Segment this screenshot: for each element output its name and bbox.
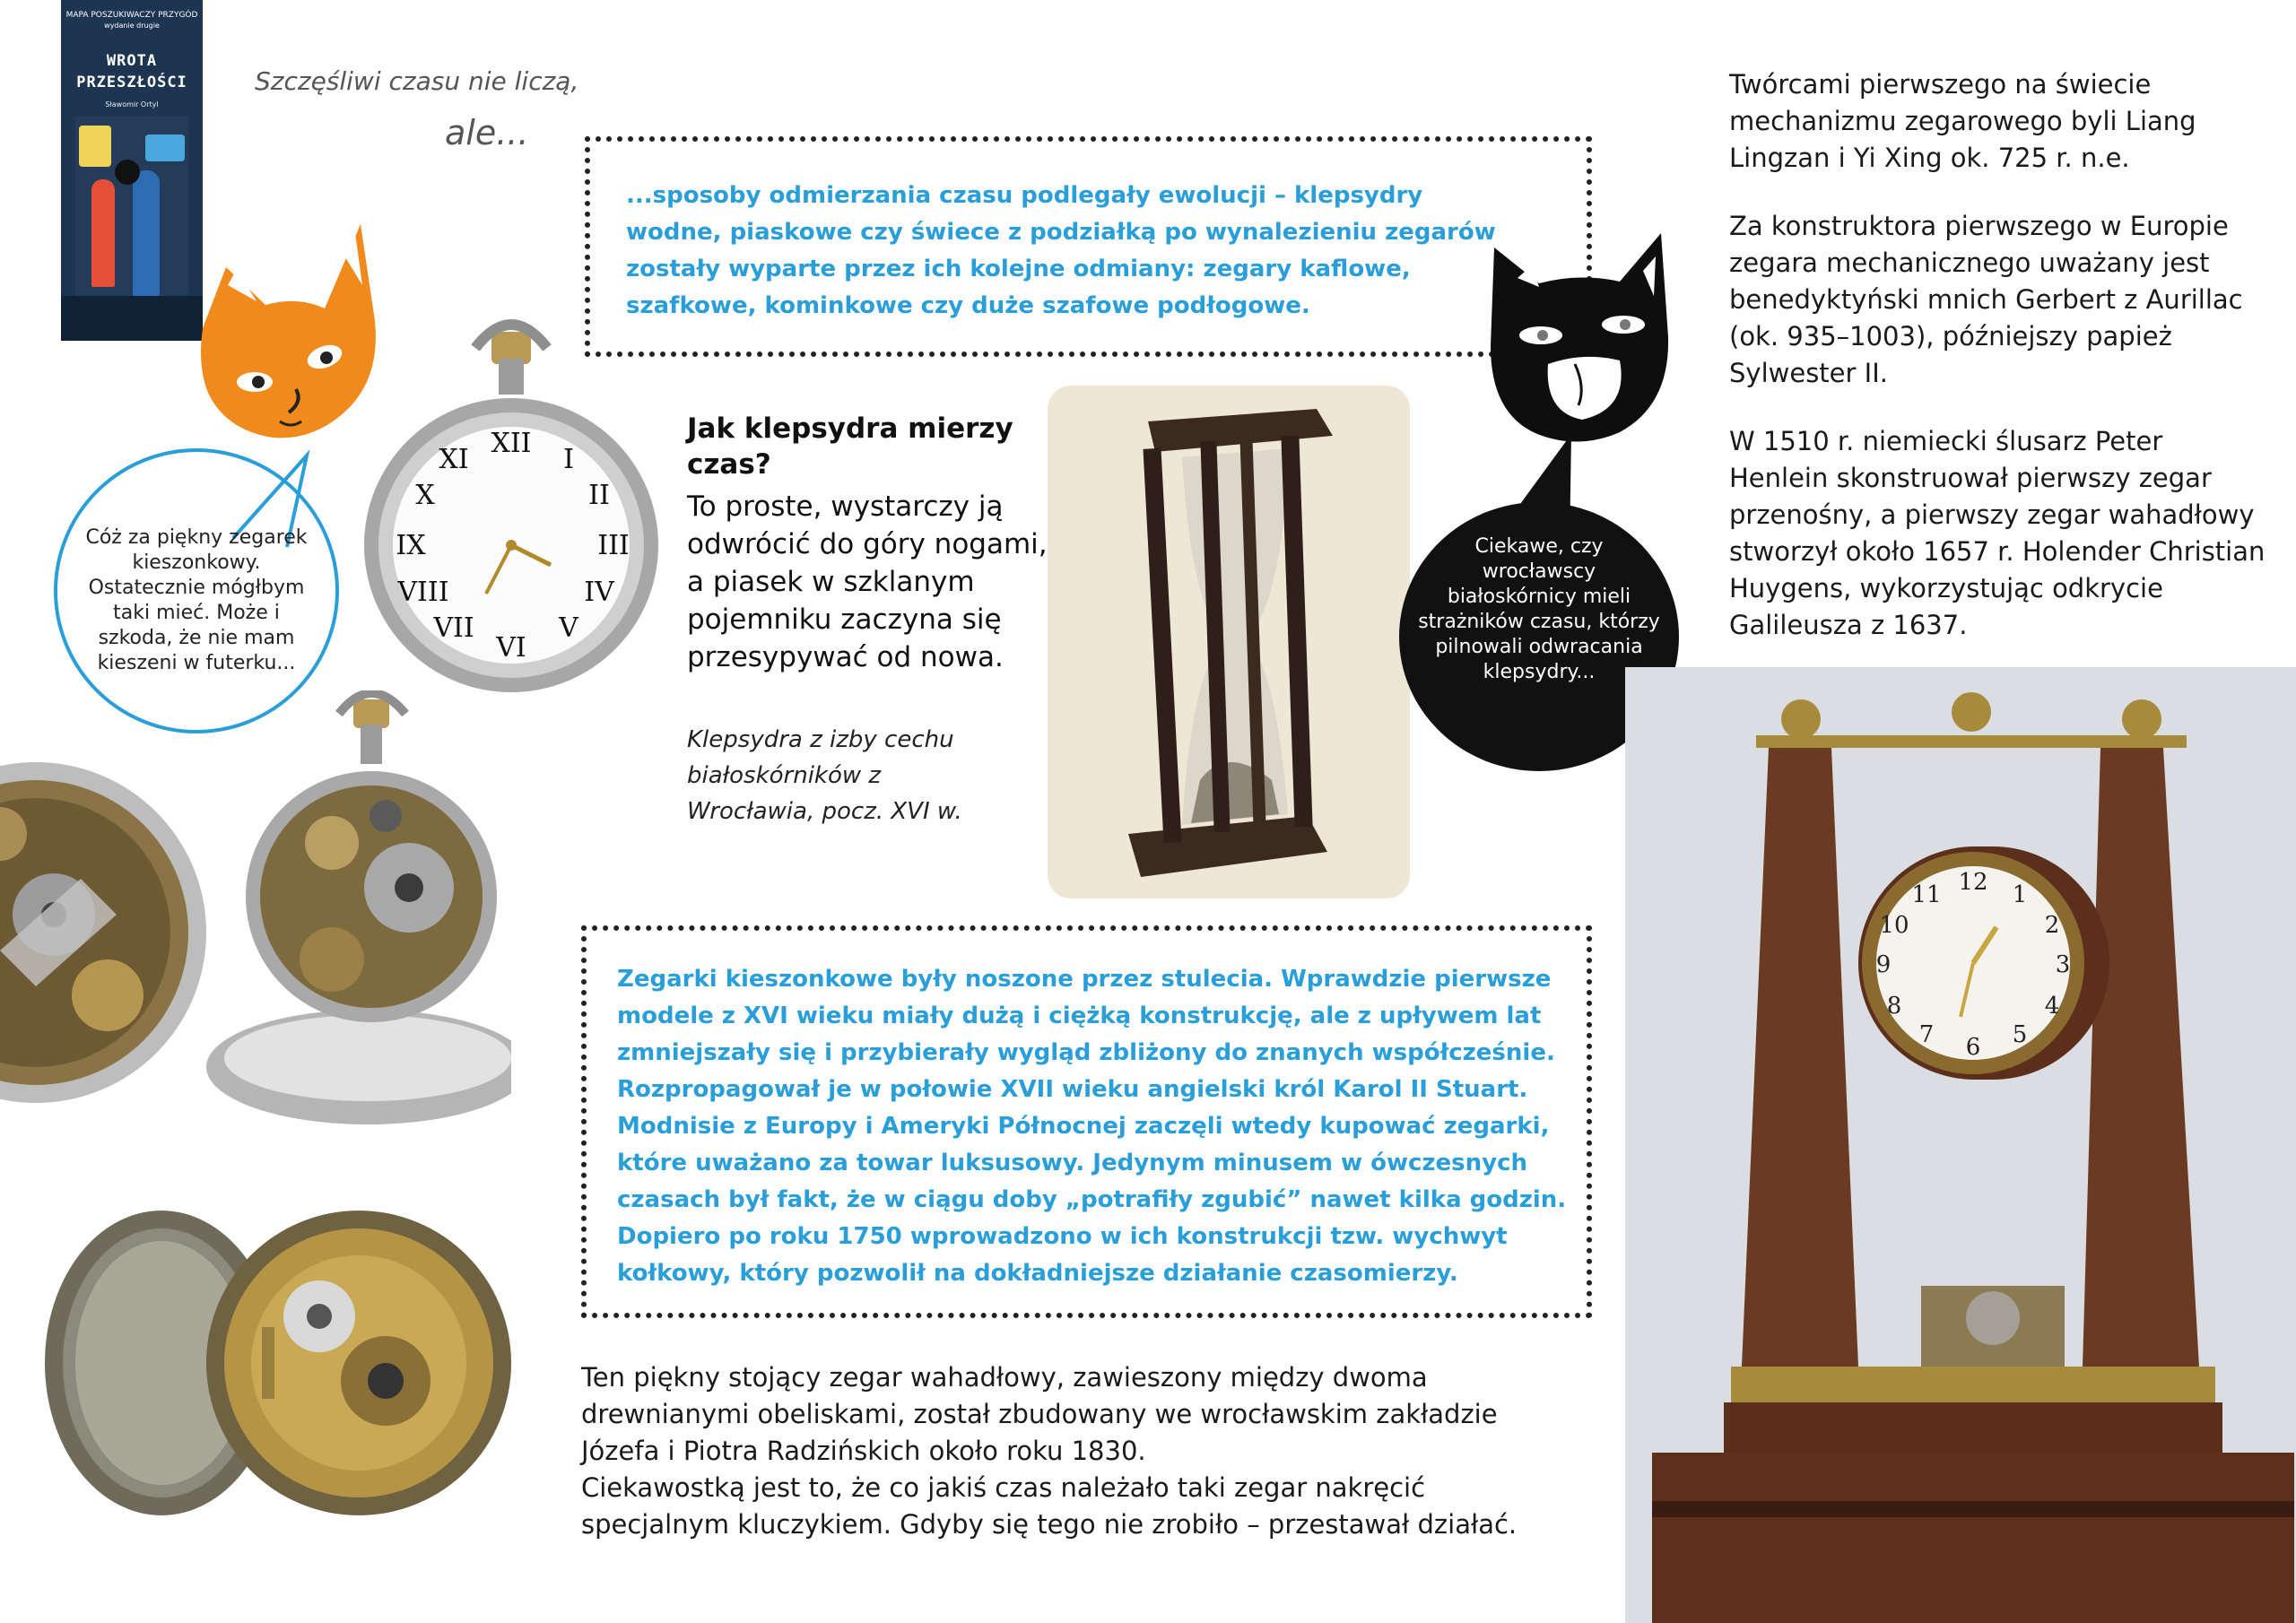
svg-text:4: 4 [2044, 993, 2060, 1020]
info-box-bottom-text: Zegarki kieszonkowe były noszone przez stulecia. Wprawdzie pierwsze modele z XVI wieku miały dużą i ciężką konstrukcję, ale z upływem lat zmniejszały się i przybierały wygląd zbliżony do znanych współcześnie. Rozpropagował je w połowie XVII wieku angielski król Karol II Stuart. Modnisie z Europy i Ameryki Północnej zaczęli wtedy kupować zegarki, które uważano za towar luksusowy. Jedynym minusem w ówczesnych czasach był fakt, że w ciągu doby „potrafiły zgubić” nawet kilka godzin. Dopiero po roku 1750 wprowadzono w ich konstrukcji tzw. wychwyt kołkowy, który pozwolił na dokładniejsze działanie czasomierzy. [617, 966, 1567, 1287]
cover-author: Sławomir Ortyl [105, 100, 159, 108]
quote-line1: Szczęśliwi czasu nie liczą, [255, 66, 579, 96]
history-paragraph-1: Twórcami pierwszego na świecie mechanizmu zegarowego byli Liang Lingzan i Yi Xing ok. 725 r. n.e. [1729, 69, 2196, 173]
svg-text:II: II [588, 480, 610, 511]
hourglass-caption: Klepsydra z izby cechu białoskórników z Wrocławia, pocz. XVI w. [687, 726, 962, 825]
svg-text:V: V [559, 612, 578, 644]
svg-text:VII: VII [433, 612, 474, 644]
cover-figure-girl [91, 179, 115, 287]
history-paragraph-2: Za konstruktora pierwszego w Europie zegara mechanicznego uważany jest benedyktyński mnich Gerbert z Aurillac (ok. 935–1003), późniejszy papież Sylwester II. [1729, 211, 2243, 388]
svg-text:XII: XII [491, 428, 532, 459]
book-cover [61, 0, 203, 341]
svg-text:3: 3 [2055, 951, 2071, 978]
cover-floor [61, 296, 203, 341]
pocket-watch-open-left-photo [0, 735, 206, 1157]
cover-note-yellow [79, 126, 111, 167]
standing-clock-icon [1625, 667, 2296, 1623]
svg-text:1: 1 [2012, 881, 2028, 908]
speech-bubble-right-text: Ciekawe, czy wrocławscy białoskórnicy mieli strażników czasu, którzy pilnowali odwracania klepsydry... [1418, 535, 1660, 683]
hourglass-photo [1048, 386, 1410, 898]
cover-publisher [61, 0, 203, 30]
cover-title-line1: WROTA [106, 52, 158, 70]
svg-text:XI: XI [439, 444, 469, 475]
svg-text:IV: IV [584, 577, 614, 608]
history-column [1729, 66, 2267, 675]
svg-text:VIII: VIII [397, 577, 449, 608]
info-box-bottom [581, 925, 1592, 1318]
svg-text:I: I [563, 444, 574, 475]
cover-title-line2: PRZESZŁOŚCI [76, 74, 187, 91]
clock-description-p2: Ciekawostką jest to, że co jakiś czas należało taki zegar nakręcić specjalnym kluczykiem. Gdyby się tego nie zrobiło – przestawał działać. [581, 1472, 1518, 1540]
cover-edition-line: wydanie drugie [104, 22, 160, 30]
cover-cat-icon [115, 160, 140, 185]
svg-text:5: 5 [2012, 1021, 2028, 1048]
cover-note-blue [145, 135, 185, 161]
history-paragraph-3: W 1510 r. niemiecki ślusarz Peter Henlein skonstruował pierwszy zegar przenośny, a pierwszy zegar wahadłowy stworzył około 1657 r. Holender Christian Huygens, wykorzystując odkrycie Galileusza z 1637. [1729, 426, 2266, 640]
svg-text:11: 11 [1911, 881, 1942, 908]
svg-text:10: 10 [1879, 912, 1909, 939]
svg-text:12: 12 [1958, 869, 1988, 896]
svg-text:VI: VI [496, 632, 526, 664]
info-box-top [585, 136, 1592, 357]
svg-text:III: III [597, 530, 630, 561]
orange-cat-icon [190, 222, 380, 445]
clock-description-p1: Ten piękny stojący zegar wahadłowy, zawieszony między dwoma drewnianymi obeliskami, został zbudowany we wrocławskim zakładzie Józefa i Piotra Radzińskich około roku 1830. [581, 1362, 1498, 1466]
black-cat-icon [1485, 230, 1674, 447]
standing-clock-photo [1625, 667, 2296, 1623]
cover-figure-boy [133, 170, 160, 296]
pocket-watch-antique-photo [27, 1184, 511, 1524]
svg-text:IX: IX [396, 530, 426, 561]
svg-text:8: 8 [1886, 993, 1902, 1020]
quote-line2: ale... [445, 113, 529, 152]
info-box-top-text: ...sposoby odmierzania czasu podlegały ewolucji – klepsydry wodne, piaskowe czy świece z podziałką po wynalezieniu zegarów zostały wyparte przez ich kolejne odmiany: zegary kaflowe, szafkowe, kominkowe czy duże szafowe podłogowe. [626, 182, 1496, 319]
cover-title [68, 50, 196, 93]
svg-text:9: 9 [1875, 951, 1892, 978]
svg-text:6: 6 [1965, 1034, 1981, 1061]
svg-text:2: 2 [2044, 912, 2060, 939]
cover-publisher-line: MAPA POSZUKIWACZY PRZYGÓD [65, 11, 198, 20]
hourglass-answer: To proste, wystarczy ją odwrócić do góry nogami, a piasek w szklanym pojemniku zaczyna się przesypywać od nowa. [687, 490, 1048, 673]
hourglass-question: Jak klepsydra mierzy czas? [687, 412, 1013, 481]
svg-text:X: X [415, 480, 435, 511]
hourglass-icon [1048, 386, 1410, 898]
pocket-watch-front-photo [359, 305, 664, 708]
clock-description [581, 1359, 1550, 1543]
speech-bubble-left-text: Cóż za piękny zegarek kieszonkowy. Ostatecznie mógłbym taki mieć. Może i szkoda, że nie mam kieszeni w futerku... [85, 526, 308, 674]
pocket-watch-open-photo [197, 690, 511, 1139]
svg-text:7: 7 [1918, 1021, 1935, 1048]
